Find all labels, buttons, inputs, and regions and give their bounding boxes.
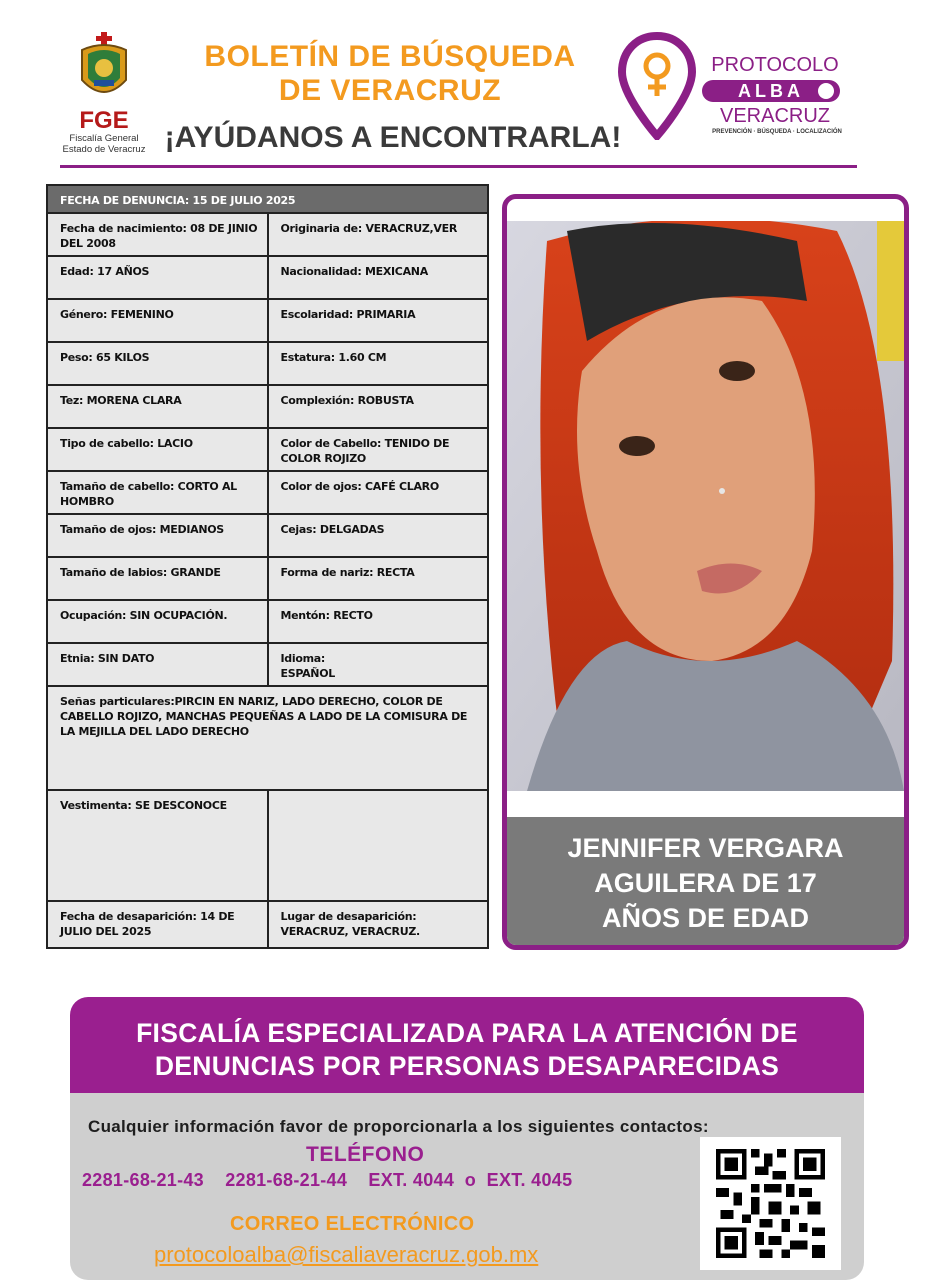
eye-color: Color de ojos: CAFÉ CLARO [268,471,489,514]
fge-logo-sub-text: Fiscalía General Estado de Veracruz [62,133,146,155]
lip-size: Tamaño de labios: GRANDE [47,557,268,600]
gender: Género: FEMENINO [47,299,268,342]
phone-label: TELÉFONO [306,1143,425,1166]
search-icon [818,83,834,99]
origin: Originaria de: VERACRUZ,VER [268,213,489,256]
fiscalia-line2: DENUNCIAS POR PERSONAS DESAPARECIDAS [154,1051,780,1081]
fge-logo-subtitle [54,133,154,155]
header-divider [60,165,857,168]
skin-tone: Tez: MORENA CLARA [47,385,268,428]
alba-badge [702,80,840,102]
ethnicity: Etnia: SIN DATO [47,643,268,686]
person-name-line3: AÑOS DE EDAD [601,903,810,933]
nose-shape: Forma de nariz: RECTA [268,557,489,600]
eye-size: Tamaño de ojos: MEDIANOS [47,514,268,557]
person-photo [507,221,904,791]
age: Edad: 17 AÑOS [47,256,268,299]
phone-numbers[interactable]: 2281-68-21-43 2281-68-21-44 EXT. 4044 o EXT. 4045 [82,1170,573,1190]
clothing: Vestimenta: SE DESCONOCE [47,790,268,901]
email-link[interactable]: protocoloalba@fiscaliaveracruz.gob.mx [154,1242,539,1267]
bulletin-title [180,40,600,108]
disappearance-date: Fecha de desaparición: 14 DE JULIO DEL 2025 [47,901,268,948]
birth-date: Fecha de nacimiento: 08 DE JINIO DEL 2008 [47,213,268,256]
person-info-table [46,184,489,949]
chin: Mentón: RECTO [268,600,489,643]
photo-card [502,194,909,950]
hair-length: Tamaño de cabello: CORTO AL HOMBRO [47,471,268,514]
crest-icon [74,30,134,108]
nationality: Nacionalidad: MEXICANA [268,256,489,299]
person-name-line1: JENNIFER VERGARA [567,833,844,863]
weight: Peso: 65 KILOS [47,342,268,385]
qr-code[interactable] [700,1137,841,1270]
alba-veracruz-text: VERACRUZ [719,105,830,127]
bulletin-title-line2: DE VERACRUZ [278,74,502,107]
hair-color: Color de Cabello: TENIDO DE COLOR ROJIZO [268,428,489,471]
build: Complexión: ROBUSTA [268,385,489,428]
report-date: FECHA DE DENUNCIA: 15 DE JULIO 2025 [47,185,488,213]
person-name-line2: AGUILERA DE 17 [594,868,817,898]
bulletin-title-line1: BOLETÍN DE BÚSQUEDA [204,40,576,73]
person-name [507,817,904,945]
contact-intro: Cualquier información favor de proporcionarla a los siguientes contactos: [88,1117,709,1136]
fge-logo [54,30,154,155]
occupation: Ocupación: SIN OCUPACIÓN. [47,600,268,643]
height: Estatura: 1.60 CM [268,342,489,385]
protocolo-alba-logo [618,32,858,142]
fiscalia-banner [70,997,864,1093]
eyebrows: Cejas: DELGADAS [268,514,489,557]
empty-cell [268,790,489,901]
fiscalia-line1: FISCALÍA ESPECIALIZADA PARA LA ATENCIÓN DE [136,1018,798,1048]
qr-code-icon [716,1147,825,1260]
language: Idioma: ESPAÑOL [268,643,489,686]
hair-type: Tipo de cabello: LACIO [47,428,268,471]
alba-tagline: PREVENCIÓN · BÚSQUEDA · LOCALIZACIÓN [712,129,842,135]
alba-badge-text: ALBA [738,81,804,101]
schooling: Escolaridad: PRIMARIA [268,299,489,342]
email-label: CORREO ELECTRÓNICO [230,1213,475,1235]
distinguishing-marks: Señas particulares:PIRCIN EN NARIZ, LADO DERECHO, COLOR DE CABELLO ROJIZO, MANCHAS PEQUEÑAS A LADO DE LA COMISURA DE LA MEJILLA DEL LADO DERECHO [47,686,488,790]
disappearance-place: Lugar de desaparición: VERACRUZ, VERACRUZ. [268,901,489,948]
help-subtitle: ¡AYÚDANOS A ENCONTRARLA! [164,121,622,154]
location-pin-female-icon [618,32,696,140]
alba-protocolo-text: PROTOCOLO [711,54,839,76]
fge-logo-text: FGE [79,107,129,134]
